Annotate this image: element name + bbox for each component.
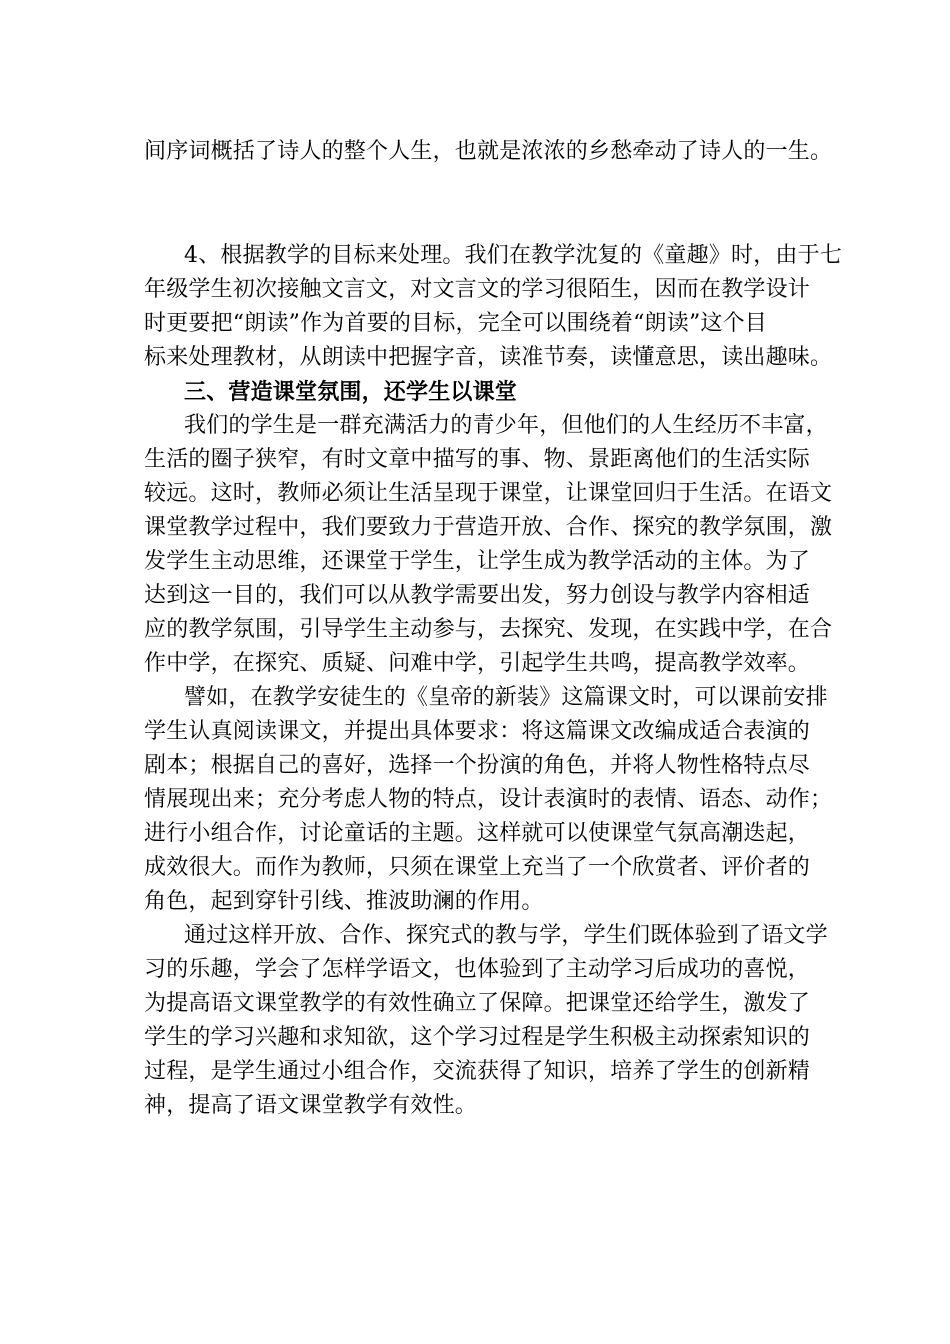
paragraph-line: 间序词概括了诗人的整个人生，也就是浓浓的乡愁牵动了诗人的一生。 [144,139,833,164]
paragraph-line: 课堂教学过程中，我们要致力于营造开放、合作、探究的教学氛围，激 [144,515,833,540]
paragraph-line: 应的教学氛围，引导学生主动参与，去探究、发现，在实践中学，在合 [144,617,833,642]
paragraph-line: 成效很大。而作为教师，只须在课堂上充当了一个欣赏者、评价者的 [144,855,811,880]
paragraph-line: 作中学，在探究、质疑、问难中学，引起学生共鸣，提高教学效率。 [144,651,811,676]
paragraph-line: 剧本；根据自己的喜好，选择一个扮演的角色，并将人物性格特点尽 [144,753,811,778]
paragraph-line: 发学生主动思维，还课堂于学生，让学生成为教学活动的主体。为了 [144,549,811,574]
section-heading: 三、营造课堂氛围，还学生以课堂 [184,379,518,405]
paragraph-line: 达到这一目的，我们可以从教学需要出发，努力创设与教学内容相适 [144,583,811,608]
paragraph-line: 我们的学生是一群充满活力的青少年，但他们的人生经历不丰富， [184,413,828,438]
paragraph-line: 譬如，在教学安徒生的《皇帝的新装》这篇课文时，可以课前安排 [184,685,828,710]
paragraph-line: 标来处理教材，从朗读中把握字音，读准节奏，读懂意思，读出趣味。 [144,345,833,370]
paragraph-line: 为提高语文课堂教学的有效性确立了保障。把课堂还给学生，激发了 [144,991,811,1016]
paragraph-line: 生活的圈子狭窄，有时文章中描写的事、物、景距离他们的生活实际 [144,447,811,472]
paragraph-line: 进行小组合作，讨论童话的主题。这样就可以使课堂气氛高潮迭起， [144,821,811,846]
paragraph-line: 情展现出来；充分考虑人物的特点，设计表演时的表情、语态、动作； [144,787,833,812]
paragraph-line: 角色，起到穿针引线、推波助澜的作用。 [144,889,544,914]
paragraph-line: 学生的学习兴趣和求知欲，这个学习过程是学生积极主动探索知识的 [144,1025,811,1050]
paragraph-line: 通过这样开放、合作、探究式的教与学，学生们既体验到了语文学 [184,923,828,948]
paragraph-line: 较远。这时，教师必须让生活呈现于课堂，让课堂回归于生活。在语文 [144,481,833,506]
paragraph-line: 时更要把“朗读”作为首要的目标，完全可以围绕着“朗读”这个目 [144,311,767,336]
paragraph-line: 过程，是学生通过小组合作，交流获得了知识，培养了学生的创新精 [144,1059,811,1084]
paragraph-line: 年级学生初次接触文言文，对文言文的学习很陌生，因而在教学设计 [144,277,811,302]
paragraph-line: 4、根据教学的目标来处理。我们在教学沈复的《童趣》时，由于七 [184,243,842,268]
paragraph-line: 学生认真阅读课文，并提出具体要求：将这篇课文改编成适合表演的 [144,719,811,744]
paragraph-line: 习的乐趣，学会了怎样学语文，也体验到了主动学习后成功的喜悦， [144,957,811,982]
paragraph-line: 神，提高了语文课堂教学有效性。 [144,1093,478,1118]
